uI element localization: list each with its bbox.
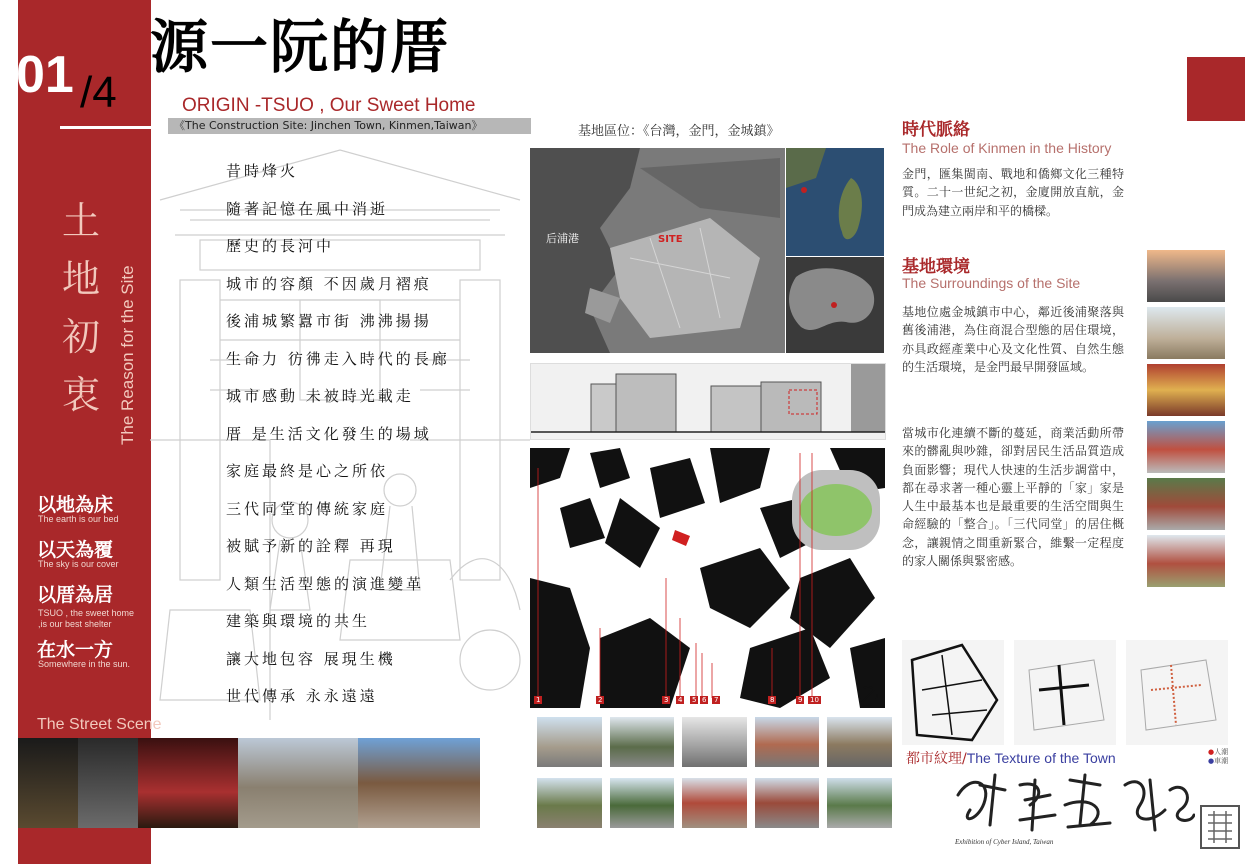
- panel-number: 01: [16, 46, 74, 104]
- history-heading-en: The Role of Kinmen in the History: [902, 140, 1112, 156]
- legend-people: 人潮: [1214, 748, 1229, 756]
- site-photo: [682, 778, 747, 828]
- plan-marker: 7: [714, 696, 719, 704]
- plan-marker: 8: [770, 696, 775, 704]
- motto-4-zh: 在水一方: [37, 639, 114, 661]
- plan-marker: 5: [692, 696, 697, 704]
- poem-line: 後浦城繁囂市街 沸沸揚揚: [226, 312, 432, 330]
- site-figure-ground-plan: [530, 448, 885, 708]
- site-photo: [755, 778, 820, 828]
- texture-label: 都市紋理/The Texture of the Town: [906, 750, 1116, 767]
- vertical-title-en-wrap: [82, 200, 142, 450]
- street-photo: [78, 738, 138, 828]
- street-elevation-drawing: [530, 363, 886, 440]
- aerial-map-graphic: [530, 148, 785, 353]
- site-photo: [755, 717, 820, 767]
- motto-1-en: The earth is our bed: [38, 514, 119, 524]
- vertical-title-zh: 土地初衷: [61, 199, 100, 417]
- poem-line: 人類生活型態的演進變革: [226, 574, 425, 593]
- poem-line: 隨著記憶在風中消逝: [226, 199, 389, 218]
- taiwan-map: [786, 148, 884, 256]
- surroundings-thumbnails: [1147, 250, 1227, 592]
- plan-marker: 9: [798, 696, 803, 704]
- poem-line: 生命力 彷彿走入時代的長廊: [226, 349, 450, 368]
- poem-line: 世代傳承 永永遠遠: [226, 687, 378, 705]
- poem-line: 厝 是生活文化發生的場域: [226, 424, 432, 443]
- street-photo: [138, 738, 238, 828]
- plan-marker: 4: [678, 696, 683, 704]
- poem-line: 被賦予新的詮釋 再現: [226, 537, 396, 555]
- thumbnail-photo: [1147, 250, 1225, 302]
- site-photo: [537, 778, 602, 828]
- corner-accent-block: [1187, 57, 1245, 121]
- texture-legend: ●人潮 ●車潮: [1208, 748, 1229, 765]
- street-photo: [18, 738, 78, 828]
- panel-fraction: /4: [80, 68, 117, 117]
- title-underline: [60, 126, 155, 129]
- site-photo-row: [537, 717, 892, 767]
- poem-line: 建築與環境的共生: [226, 612, 371, 630]
- site-photo-row: [537, 778, 892, 828]
- poem-line: 三代同堂的傳統家庭: [226, 499, 389, 518]
- street-scene-title: The Street Scene: [37, 716, 162, 733]
- thumbnail-photo: [1147, 307, 1225, 359]
- thumbnail-photo: [1147, 364, 1225, 416]
- poem-line: 家庭最終是心之所依: [226, 462, 389, 480]
- site-marker-label: SITE: [658, 234, 683, 245]
- aerial-map: [530, 148, 785, 353]
- site-photo: [827, 717, 892, 767]
- kinmen-map: [786, 257, 884, 353]
- thumbnail-photo: [1147, 478, 1225, 530]
- exhibition-caption: Exhibition of Cyber Island, Taiwan: [955, 838, 1054, 846]
- site-photo: [610, 778, 675, 828]
- motto-4-en: Somewhere in the sun.: [38, 659, 131, 669]
- legend-vehicles: 車潮: [1214, 757, 1229, 765]
- history-paragraph: 金門，匯集閩南、戰地和僑鄉文化三種特質。二十一世紀之初，金廈開放直航，金門成為建立兩岸和平的橋樑。: [902, 167, 1124, 218]
- calligraphy-signature: [950, 765, 1195, 835]
- vertical-title-en: The Reason for the Site: [118, 265, 137, 445]
- site-photo: [610, 717, 675, 767]
- location-label: 基地區位：《台灣，金門，金城鎮》: [578, 124, 780, 139]
- motto-3-zh: 以厝為居: [37, 584, 114, 606]
- site-photo: [537, 717, 602, 767]
- poem-line: 歷史的長河中: [226, 237, 335, 255]
- plan-marker: 1: [536, 696, 541, 704]
- surroundings-heading: 基地環境: [902, 257, 970, 277]
- seal-stamp: [1200, 805, 1240, 849]
- street-photo: [238, 738, 358, 828]
- site-photo: [827, 778, 892, 828]
- thumbnail-photo: [1147, 421, 1225, 473]
- plan-marker: 6: [702, 696, 707, 704]
- poem-line: 城市的容顏 不因歲月褶痕: [226, 274, 432, 293]
- surroundings-heading-en: The Surroundings of the Site: [902, 275, 1081, 291]
- town-texture-maps: [902, 640, 1228, 745]
- poem-line: 昔時烽火: [226, 162, 299, 180]
- street-photo-strip: [18, 738, 480, 828]
- texture-label-zh: 都市紋理: [906, 751, 962, 767]
- site-caption: 《The Construction Site: Jinchen Town, Kinmen,Taiwan》: [168, 118, 531, 134]
- motto-2-en: The sky is our cover: [38, 559, 119, 569]
- harbor-label: 后浦港: [546, 232, 579, 245]
- poem-line: 城市感動 未被時光載走: [226, 387, 414, 405]
- subtitle-english: ORIGIN -TSUO , Our Sweet Home: [182, 95, 476, 116]
- poem: [226, 160, 450, 723]
- thumbnail-photo: [1147, 535, 1225, 587]
- site-photo: [682, 717, 747, 767]
- motto-1-zh: 以地為床: [37, 494, 114, 516]
- plan-marker: 2: [598, 696, 603, 704]
- street-photo: [358, 738, 480, 828]
- motto-2-zh: 以天為覆: [37, 539, 114, 561]
- plan-marker: 3: [664, 696, 669, 704]
- poem-line: 讓大地包容 展現生機: [226, 649, 396, 668]
- texture-label-en: The Texture of the Town: [966, 750, 1116, 766]
- page-title: 源一阮的厝: [150, 13, 451, 81]
- plan-marker: 10: [810, 696, 819, 704]
- surroundings-paragraph-1: 基地位處金城鎮市中心，鄰近後浦聚落與舊後浦港，為住商混合型態的居住環境，亦具政經產業中心及文化性質、自然生態的生活環境，是金門最早開發區域。: [902, 305, 1124, 374]
- history-heading: 時代脈絡: [902, 120, 970, 140]
- surroundings-paragraph-2: 當城市化連續不斷的蔓延，商業活動所帶來的髒亂與吵雜，卻對居民生活品質造成負面影響；現代人快速的生活步調當中，都在尋求著一種心靈上平靜的「家」家是人生中最基本也是最重要的生活空間與生命經驗的「整合」。「三代同堂」的居住概念，讓親情之間重新緊合，維繫一定程度的家人關係與緊密感。: [902, 426, 1124, 569]
- motto-3-en: TSUO , the sweet home ,is our best shelter: [38, 608, 135, 629]
